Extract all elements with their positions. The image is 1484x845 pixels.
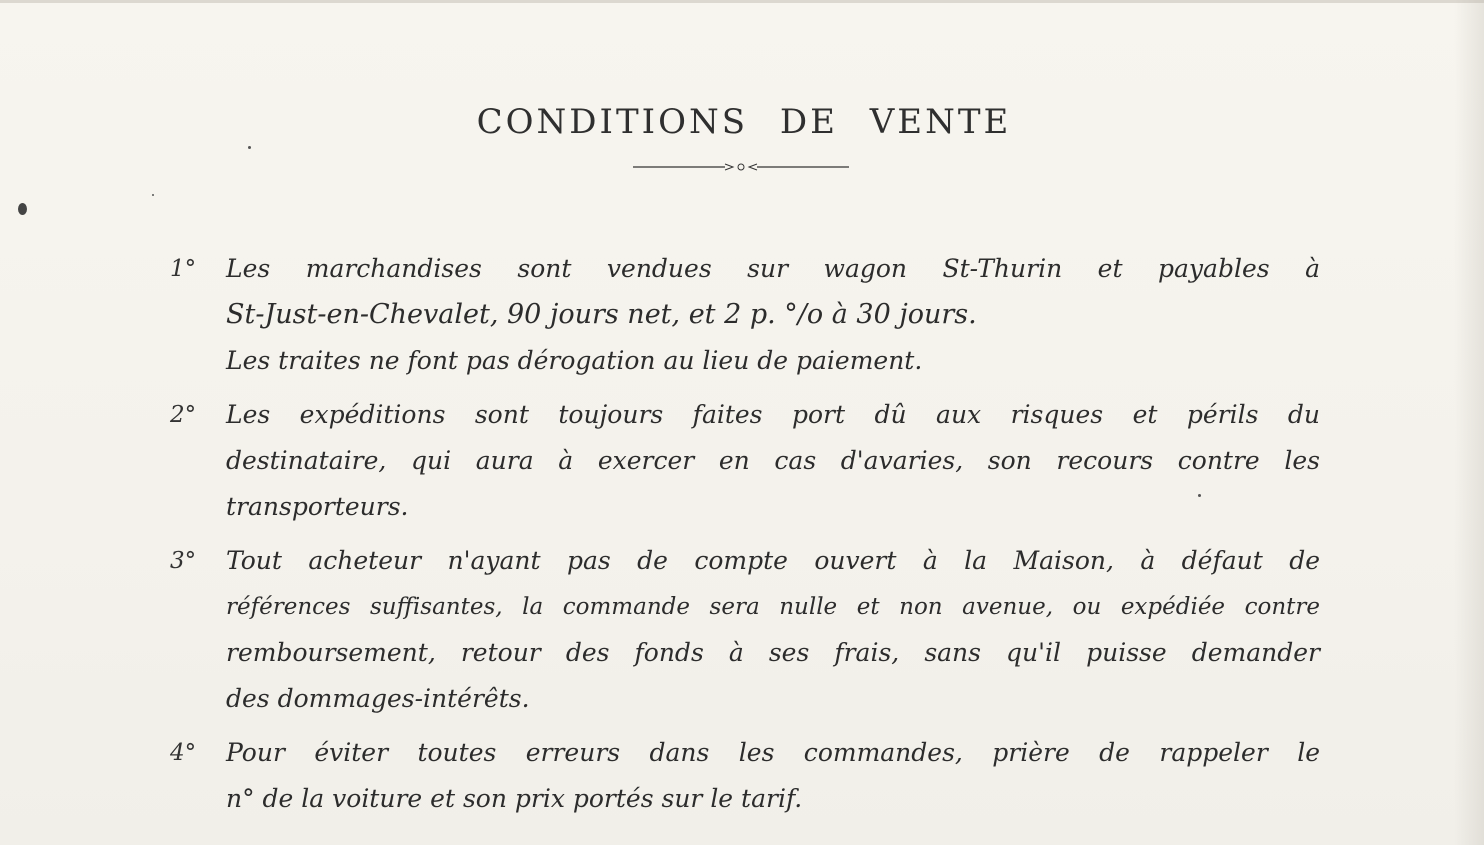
text-line: transporteurs. [226,492,409,521]
condition-number: 2° [170,402,197,428]
text-line: St-Just-en-Chevalet, 90 jours net, et 2 p. °/o à 30 jours. [226,299,977,330]
condition-text [226,246,1320,384]
title-ornament-icon [633,160,849,174]
condition-number: 1° [170,256,197,282]
text-line: remboursement, retour des fonds à ses frais, sans qu'il puisse demander [226,638,1320,667]
text-line: références suffisantes, la commande sera nulle et non avenue, ou expédiée contre [226,594,1320,620]
condition-item-4 [170,730,1320,822]
condition-text [226,392,1320,530]
text-line: Les marchandises sont vendues sur wagon St-Thurin et payables à [226,254,1320,283]
condition-text [226,538,1320,722]
condition-number: 4° [170,740,197,766]
text-line: Tout acheteur n'ayant pas de compte ouvert à la Maison, à défaut de [226,546,1320,575]
conditions-list [170,246,1320,830]
text-line: destinataire, qui aura à exercer en cas d'avaries, son recours contre les [226,446,1320,475]
ink-speck [152,194,154,196]
text-line: Les expéditions sont toujours faites port dû aux risques et périls du [226,400,1320,429]
ink-speck [248,146,251,149]
text-line: Pour éviter toutes erreurs dans les commandes, prière de rappeler le [226,738,1320,767]
page-top-edge [0,0,1484,3]
condition-item-1 [170,246,1320,384]
condition-number: 3° [170,548,197,574]
page-title: CONDITIONS DE VENTE [476,102,1012,142]
condition-text [226,730,1320,822]
text-line: Les traites ne font pas dérogation au lieu de paiement. [226,346,923,375]
text-line: n° de la voiture et son prix portés sur le tarif. [226,784,803,813]
condition-item-2 [170,392,1320,530]
condition-item-3 [170,538,1320,722]
text-line: des dommages-intérêts. [226,684,530,713]
ink-speck [18,203,27,215]
